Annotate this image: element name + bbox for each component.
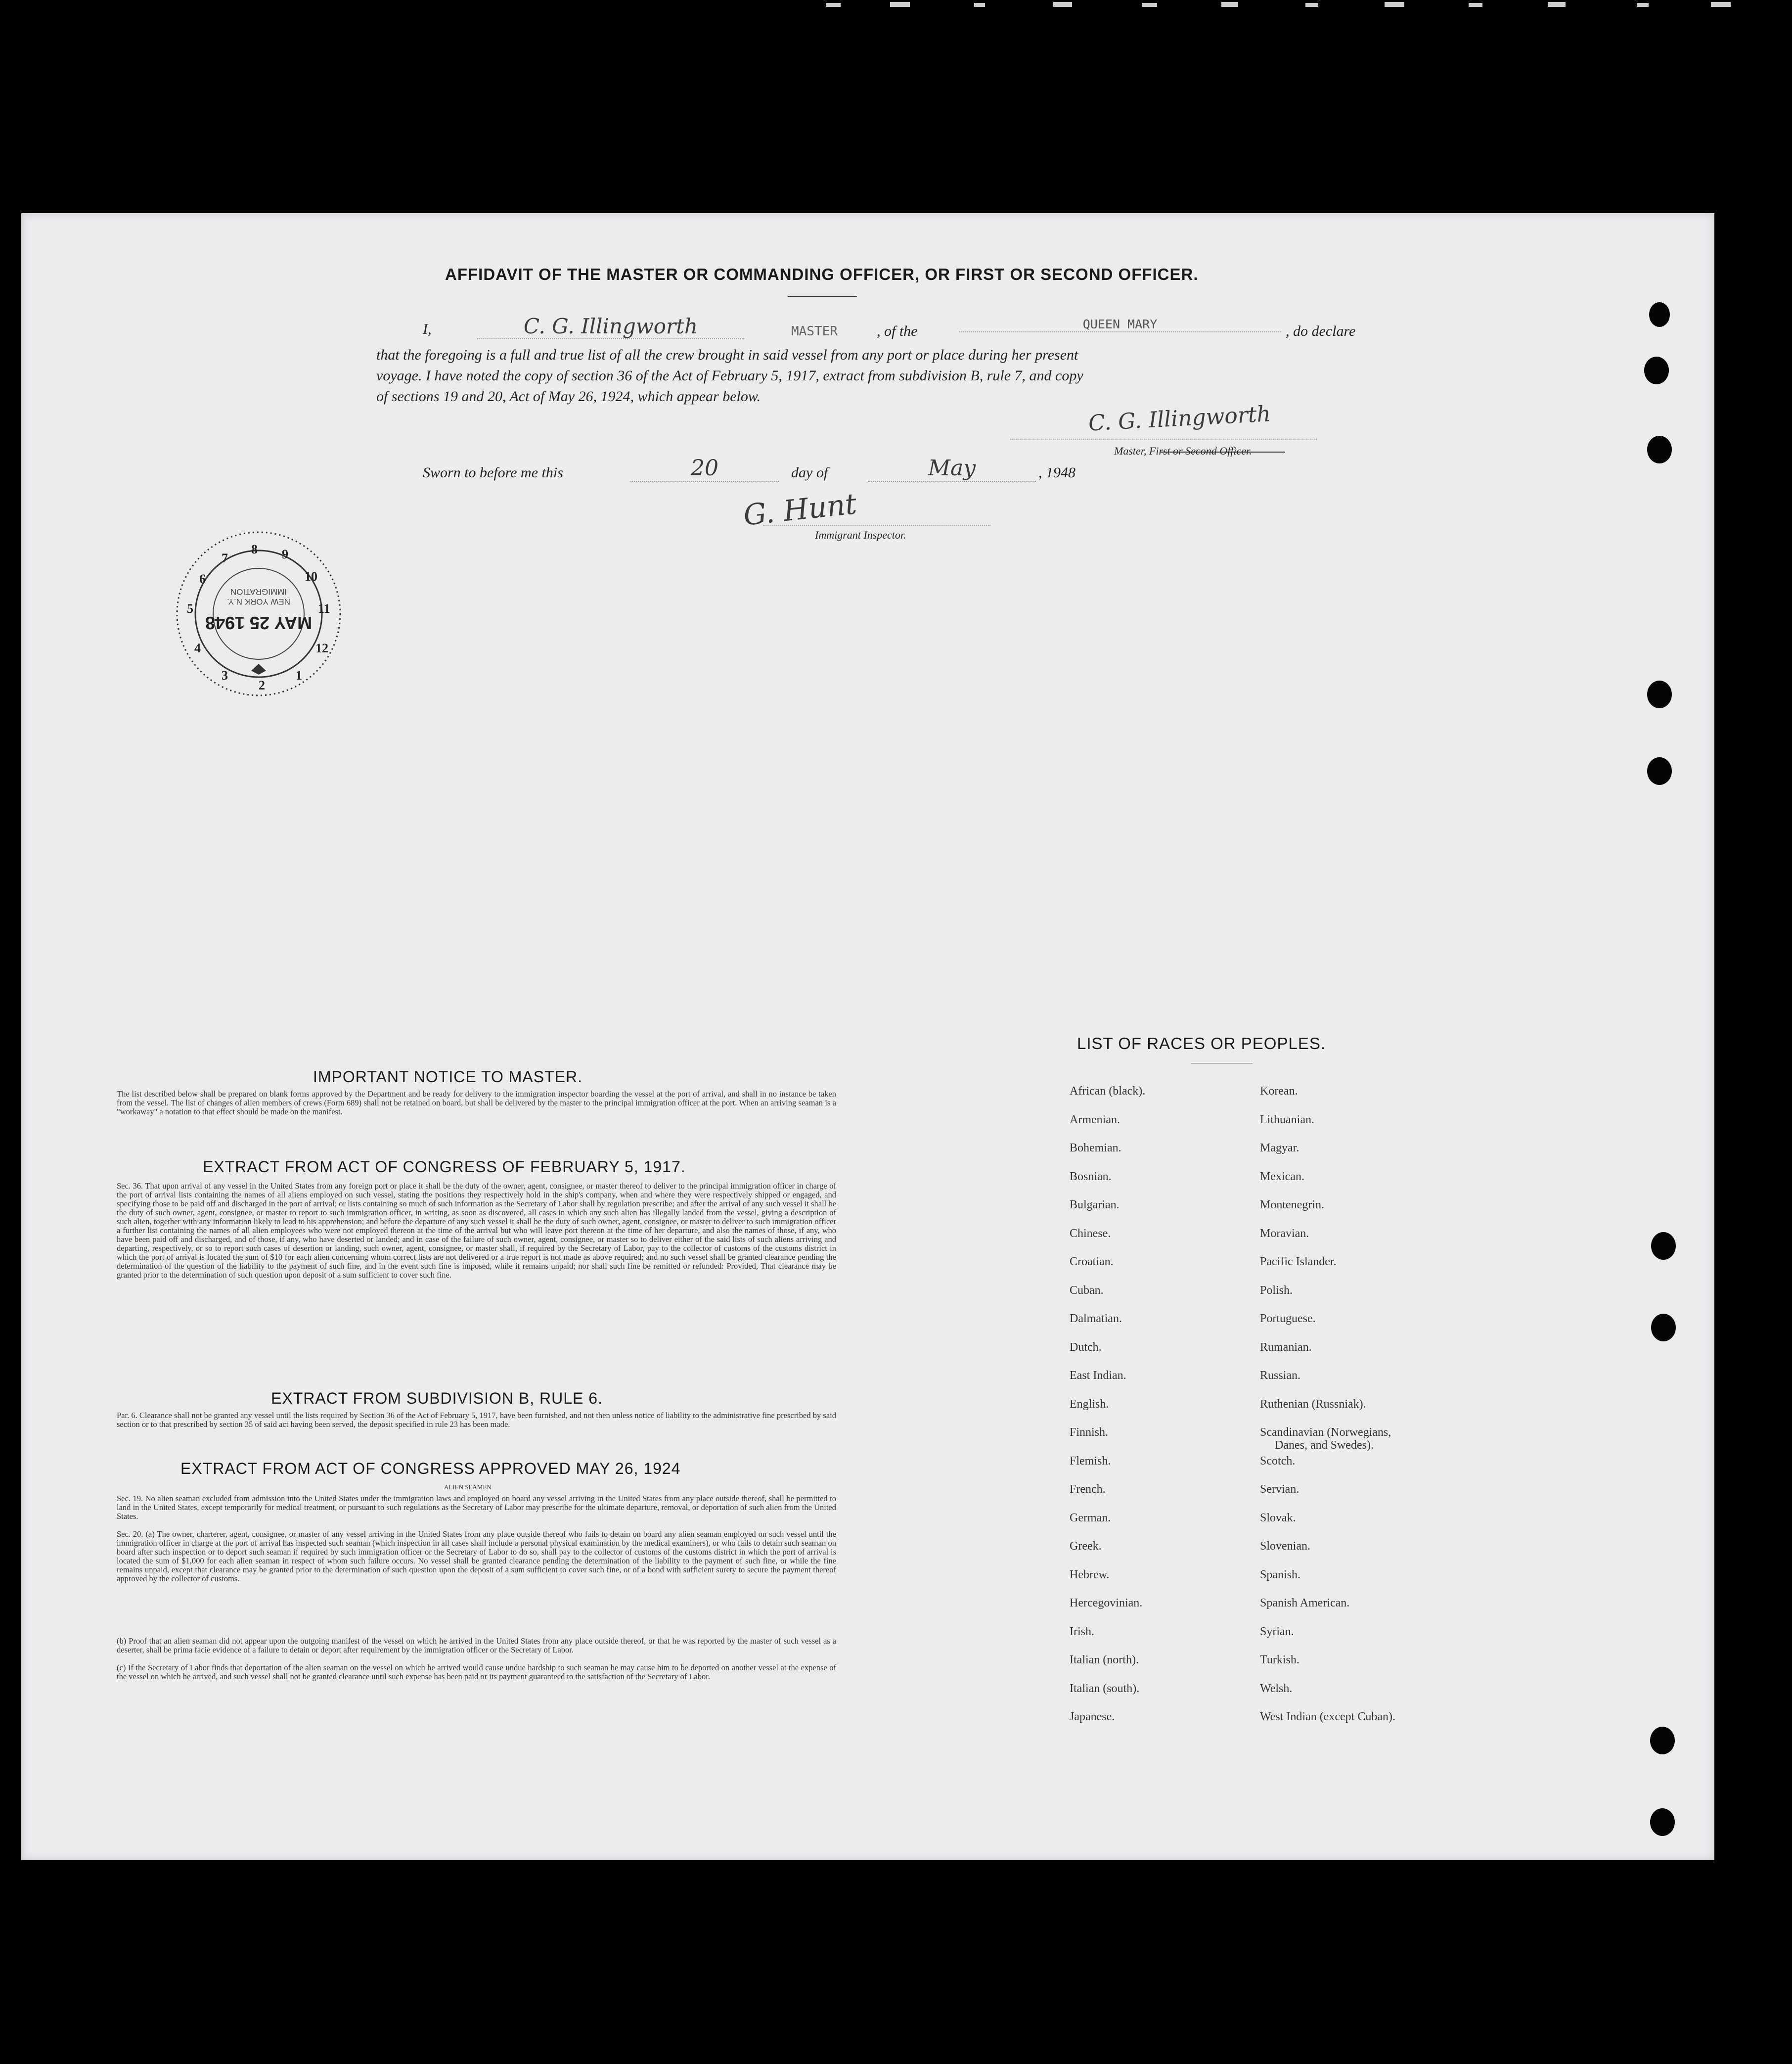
extract1-title: EXTRACT FROM ACT OF CONGRESS OF FEBRUARY 5, 1917. — [203, 1158, 686, 1176]
list-item: East Indian. — [1070, 1369, 1126, 1382]
sworn-line — [423, 456, 1115, 494]
list-item: Scotch. — [1260, 1454, 1296, 1468]
list-item: Italian (south). — [1070, 1682, 1140, 1695]
list-item: West Indian (except Cuban). — [1260, 1710, 1395, 1723]
notice-body: The list described below shall be prepared on blank forms approved by the Department and be ready for delivery to the immigration inspector boarding the vessel at the port of arrival, and shall in no instance be taken from the vessel. The list of changes of alien members of crews (Form 689) shall not be retained on board, but shall be delivered by the master to the principal immigration officer at the port. When an arriving seaman is a "workaway" a notation to that effect should be made on the manifest. — [117, 1089, 836, 1116]
list-item: French. — [1070, 1483, 1106, 1496]
list-item: Portuguese. — [1260, 1312, 1316, 1325]
punch-hole — [1650, 1727, 1675, 1754]
do-declare-label: , do declare — [1286, 323, 1356, 339]
extract3-subtitle: ALIEN SEAMEN — [444, 1483, 492, 1491]
immigration-stamp — [172, 527, 345, 700]
punch-hole — [1647, 681, 1672, 708]
list-item: Pacific Islander. — [1260, 1255, 1337, 1268]
list-item-continuation: Danes, and Swedes). — [1275, 1439, 1374, 1452]
signature-caption: Master, First or Second Officer. — [1114, 445, 1252, 457]
extract1-body: Sec. 36. That upon arrival of any vessel in the United States from any foreign port or place it shall be the duty of the owner, agent, consignee, or master thereof to deliver to the principal immigration officer in charge of the port of arrival lists containing the names of all aliens employed on such vessel, stating the positions they respectively hold in the ship's company, when and where they were respectively shipped or engaged, and specifying those to be paid off and discharged in the port of arrival; or lists containing so much of such information as the Secretary of Labor shall by regulation prescribe; and after the arrival of any such vessel it shall be the duty of such owner, agent, consignee, or master to report to such immigration officer, in writing, as soon as discovered, all cases in which any such alien has illegally landed from the vessel, giving a description of such alien, together with any information likely to lead to his apprehension; and before the departure of any such vessel it shall be the duty of such owner, agent, consignee, or master to deliver to such immigration officer a further list containing the names of all alien employees who were not employed thereon at the time of the arrival but who will leave port thereon at the time of her departure, and also the names of those, if any, who have been paid off and discharged, and of those, if any, who have deserted or landed; and in case of the failure of such owner, agent, consignee, or master so to deliver either of the said lists of such aliens arriving and departing, respectively, or so to report such cases of desertion or landing, such owner, agent, consignee, or master shall, if required by the Secretary of Labor, pay to the collector of customs of the customs district in which the port of arrival is located the sum of $10 for each alien concerning whom correct lists are not delivered or a true report is not made as above required; and no such vessel shall be granted clearance pending the determination of the question of the liability to the payment of such fine, and in the event such fine is imposed, while it remains unpaid; nor shall such fine be remitted or refunded: Provided, That clearance may be granted prior to the determination of such question upon deposit of a sum sufficient to cover such fine. — [117, 1181, 836, 1280]
affidavit-line-3: voyage. I have noted the copy of section 36 of the Act of February 5, 1917, extract from subdivision B, rule 7, and copy — [376, 367, 1083, 384]
list-item: English. — [1070, 1397, 1109, 1411]
master-signature: C. G. Illingworth — [1087, 401, 1272, 436]
list-item: African (black). — [1070, 1085, 1146, 1098]
punch-hole — [1647, 436, 1672, 463]
punch-hole — [1644, 357, 1669, 384]
list-item: Irish. — [1070, 1625, 1094, 1638]
punch-hole — [1651, 1314, 1676, 1341]
affidavit-title: AFFIDAVIT OF THE MASTER OR COMMANDING OFFICER, OR FIRST OR SECOND OFFICER. — [445, 265, 1199, 283]
list-item: Dutch. — [1070, 1340, 1102, 1354]
punch-hole — [1647, 757, 1672, 785]
master-signature-line — [1010, 439, 1317, 440]
list-item: Hebrew. — [1070, 1568, 1110, 1581]
inspector-signature: G. Hunt — [742, 487, 858, 532]
sworn-year: , 1948 — [1038, 464, 1075, 481]
master-name: C. G. Illingworth — [477, 314, 744, 339]
master-stamp: MASTER — [791, 324, 838, 339]
list-item: Slovenian. — [1260, 1540, 1310, 1553]
extract3-body-1: Sec. 19. No alien seaman excluded from admission into the United States under the immigration laws and employed on board any vessel arriving in the United States from any place outside thereof, shall be permitted to land in the United States, except temporarily for medical treatment, or pursuant to such regulations as the Secretary of Labor may prescribe for the ultimate departure, removal, or deportation of such alien from the United States. — [117, 1494, 836, 1521]
list-item: Scandinavian (Norwegians, Danes, and Swedes). — [1260, 1426, 1391, 1452]
punch-hole — [1649, 302, 1670, 327]
list-item: Welsh. — [1260, 1682, 1293, 1695]
races-right-column — [1260, 1085, 1492, 1739]
inspector-signature-line — [763, 525, 990, 526]
list-item: Korean. — [1260, 1085, 1298, 1098]
list-item: Lithuanian. — [1260, 1113, 1314, 1126]
list-item: Bulgarian. — [1070, 1198, 1120, 1211]
vessel-name: QUEEN MARY — [959, 317, 1281, 332]
extract2-title: EXTRACT FROM SUBDIVISION B, RULE 6. — [271, 1389, 603, 1407]
inspector-caption: Immigrant Inspector. — [815, 529, 906, 541]
list-item: Cuban. — [1070, 1284, 1104, 1297]
list-item: Bohemian. — [1070, 1142, 1121, 1154]
list-item: Turkish. — [1260, 1653, 1299, 1666]
list-item: Hercegovinian. — [1070, 1597, 1143, 1609]
list-item: Japanese. — [1070, 1710, 1115, 1723]
extract2-body: Par. 6. Clearance shall not be granted any vessel until the lists required by Section 36 of the Act of February 5, 1917, have been furnished, and not then unless notice of liability to the administrative fine prescribed by said section or to that prescribed by section 35 of said act having been served, the deposit specified in rule 23 has been made. — [117, 1411, 836, 1429]
list-item: Russian. — [1260, 1369, 1301, 1382]
list-item: Flemish. — [1070, 1454, 1111, 1468]
extract3-body-4: (c) If the Secretary of Labor finds that deportation of the alien seaman on the vessel on which he arrived would cause undue hardship to such seaman he may cause him to be deported on another vessel at the expense of the vessel on which he arrived, and such vessel shall not be granted clearance until such expense has been paid or its payment guaranteed to the satisfaction of the Secretary of Labor. — [117, 1663, 836, 1681]
list-item: Ruthenian (Russniak). — [1260, 1397, 1366, 1411]
list-item: Bosnian. — [1070, 1170, 1112, 1183]
list-item: Chinese. — [1070, 1227, 1111, 1240]
affidavit-line-2: that the foregoing is a full and true list of all the crew brought in said vessel from any port or place during her present — [376, 347, 1078, 363]
sworn-label: Sworn to before me this — [423, 464, 563, 481]
day-of-label: day of — [791, 464, 828, 481]
punch-hole — [1651, 1232, 1676, 1260]
list-item: Finnish. — [1070, 1426, 1109, 1439]
races-title: LIST OF RACES OR PEOPLES. — [1077, 1034, 1326, 1053]
sworn-day: 20 — [630, 456, 779, 482]
list-item: Greek. — [1070, 1540, 1102, 1553]
stamp-text: NEW YORK N.Y. IMMIGRATION — [227, 587, 290, 606]
list-item: Montenegrin. — [1260, 1198, 1324, 1211]
list-item: Moravian. — [1260, 1227, 1309, 1240]
affidavit-line-1 — [423, 314, 1511, 345]
strike-first-second — [1160, 452, 1285, 453]
list-item: Dalmatian. — [1070, 1312, 1122, 1325]
list-item: Armenian. — [1070, 1113, 1120, 1126]
extract3-body-3: (b) Proof that an alien seaman did not appear upon the outgoing manifest of the vessel on which he arrived in the United States from any place outside thereof, or that he was reported by the master of such vessel as a deserter, shall be prima facie evidence of a failure to detain or deport after requirement by the immigration officer or the Secretary of Labor. — [117, 1636, 836, 1654]
punch-hole — [1650, 1808, 1675, 1836]
i-label: I, — [423, 321, 432, 337]
affidavit-line-4: of sections 19 and 20, Act of May 26, 1924, which appear below. — [376, 388, 761, 405]
extract3-body-2: Sec. 20. (a) The owner, charterer, agent, consignee, or master of any vessel arriving in the United States from any place outside thereof who fails to detain on board any alien seaman employed on such vessel until the immigration officer in charge at the port of arrival has inspected such seaman (which inspection in all cases shall include a personal physical examination by the medical examiners), or who fails to detain such seaman on board after such inspection or to deport such seaman if required by such immigration officer or the Secretary of Labor to do so, shall pay to the collector of customs of the customs district in which the port of arrival is located the sum of $1,000 for each alien seaman in respect of whom such failure occurs. No vessel shall be granted clearance pending the determination of the liability to the payment of such fine, or while the fine remains unpaid, except that clearance may be granted prior to the determination of such question upon the deposit of a sum sufficient to cover such fine, or of a bond with sufficient surety to secure the payment thereof approved by the collector of customs. — [117, 1529, 836, 1583]
notice-title: IMPORTANT NOTICE TO MASTER. — [313, 1068, 582, 1086]
list-item: Polish. — [1260, 1284, 1293, 1297]
races-left-column — [1070, 1085, 1248, 1739]
list-item: Servian. — [1260, 1483, 1299, 1496]
sworn-month: May — [868, 456, 1036, 482]
list-item: Syrian. — [1260, 1625, 1294, 1638]
list-item: German. — [1070, 1511, 1111, 1524]
extract3-title: EXTRACT FROM ACT OF CONGRESS APPROVED MAY 26, 1924 — [180, 1460, 681, 1477]
list-item: Italian (north). — [1070, 1653, 1139, 1666]
list-item: Croatian. — [1070, 1255, 1114, 1268]
list-item: Magyar. — [1260, 1142, 1299, 1154]
list-item: Spanish. — [1260, 1568, 1301, 1581]
film-edge-marks — [816, 0, 1792, 9]
list-item: Slovak. — [1260, 1511, 1296, 1524]
list-item: Mexican. — [1260, 1170, 1304, 1183]
stamp-date: MAY 25 1948 — [205, 613, 313, 633]
of-the-label: , of the — [877, 323, 918, 339]
title-underline — [788, 296, 857, 297]
stamp-numbers: 5 6 7 8 9 10 11 12 1 2 3 4 — [187, 542, 330, 692]
document-page — [21, 213, 1714, 1860]
list-item: Rumanian. — [1260, 1340, 1312, 1354]
list-item: Spanish American. — [1260, 1597, 1350, 1609]
